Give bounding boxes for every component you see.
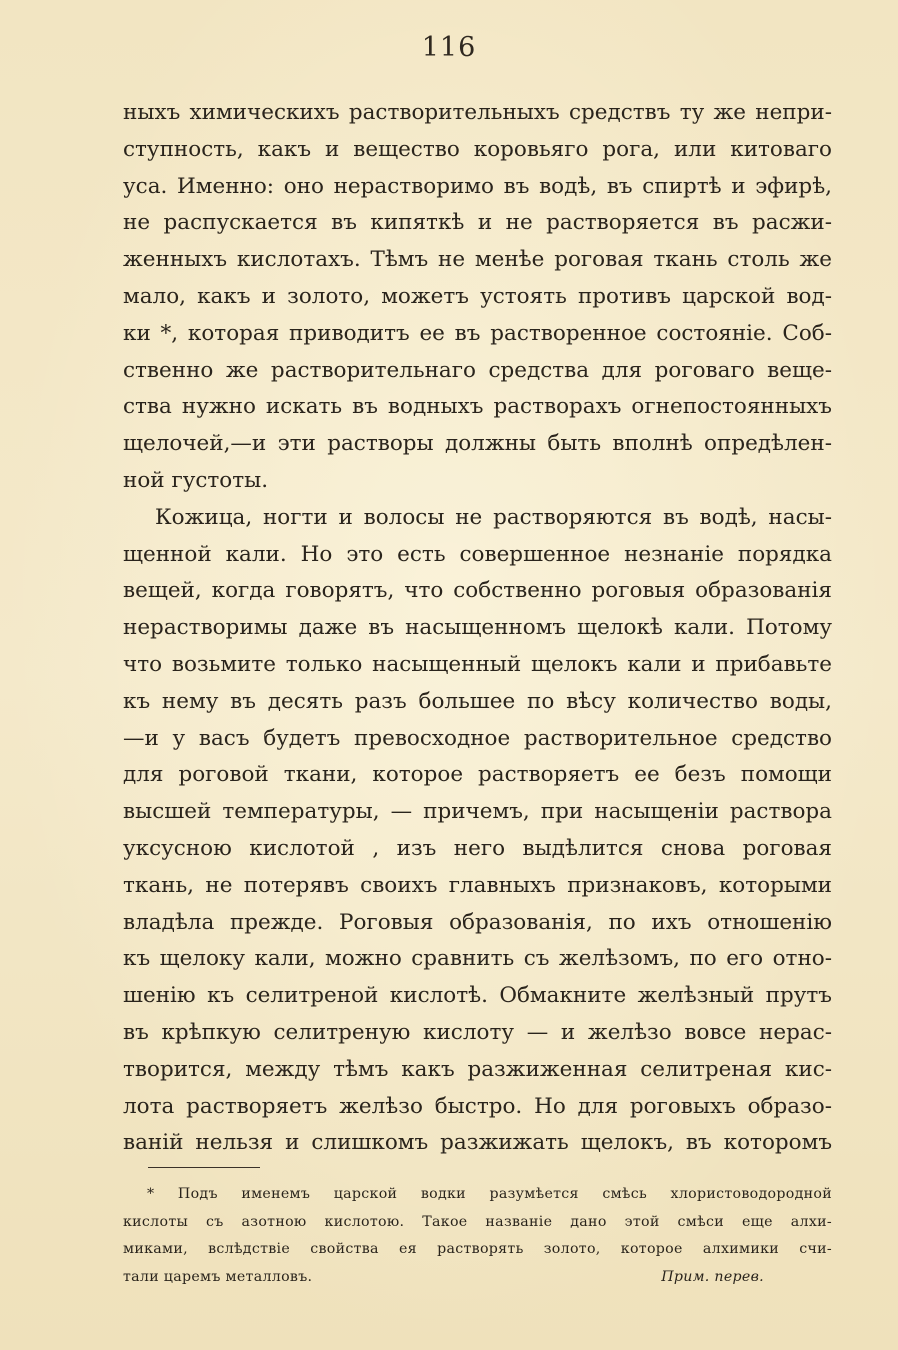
text-line: шенію къ селитреной кислотѣ. Обмакните желѣзный прутъ [123,983,832,1009]
text-line: нерастворимы даже въ насыщенномъ щелокѣ кали. Потому [123,615,832,641]
text-line: для роговой ткани, которое растворяетъ ее безъ помощи [123,762,832,788]
text-line: ки *, которая приводитъ ее въ растворенное состояніе. Соб- [123,320,832,346]
text-line: вещей, когда говорятъ, что собственно роговыя образованія [123,578,832,604]
text-line: ваній нельзя и слишкомъ разжижать щелокъ, въ которомъ [123,1130,832,1156]
text-line: —и у васъ будетъ превосходное растворительное средство [123,725,832,751]
text-line: щенной кали. Но это есть совершенное незнаніе порядка [123,541,832,567]
text-line: уса. Именно: оно нерастворимо въ водѣ, въ спиртѣ и эфирѣ, [123,173,832,199]
text-line: лота растворяетъ желѣзо быстро. Но для роговыхъ образо- [123,1093,832,1119]
text-line: Кожица, ногти и волосы не растворяются въ водѣ, насы- [155,504,832,530]
text-line: къ нему въ десять разъ большее по вѣсу количество воды, [123,688,832,714]
text-line: владѣла прежде. Роговыя образованія, по ихъ отношенію [123,909,832,935]
page-number: 116 [421,32,477,63]
footnote-line: * Подъ именемъ царской водки разумѣется смѣсь хлористоводородной [147,1186,832,1202]
text-line: ной густоты. [123,467,269,493]
text-line: въ крѣпкую селитреную кислоту — и желѣзо вовсе нерас- [123,1019,832,1045]
text-line: ткань, не потерявъ своихъ главныхъ признаковъ, которыми [123,872,832,898]
text-line: къ щелоку кали, можно сравнить съ желѣзомъ, по его отно- [123,946,832,972]
footnote-line: миками, вслѣдствіе свойства ея растворять золото, которое алхимики счи- [123,1241,832,1257]
translator-note: Прим. перев. [661,1268,764,1285]
text-line: женныхъ кислотахъ. Тѣмъ не менѣе роговая ткань столь же [123,247,832,273]
footnote [123,1181,832,1291]
text-line: ныхъ химическихъ растворительныхъ средствъ ту же непри- [123,100,832,125]
text-line: уксусною кислотой , изъ него выдѣлится снова роговая [123,835,832,861]
footnote-line: тали царемъ металловъ. [123,1268,313,1285]
text-line: ства нужно искать въ водныхъ растворахъ огнепостоянныхъ [123,394,832,420]
text-line: ственно же растворительнаго средства для роговаго веще- [123,357,832,383]
text-line: щелочей,—и эти растворы должны быть вполнѣ опредѣлен- [123,431,832,457]
text-line: творится, между тѣмъ какъ разжиженная селитреная кис- [123,1056,832,1082]
text-line: что возьмите только насыщенный щелокъ кали и прибавьте [123,651,832,677]
text-line: высшей температуры, — причемъ, при насыщеніи раствора [123,799,832,825]
text-line: ступность, какъ и вещество коровьяго рога, или китоваго [123,136,832,162]
text-line: мало, какъ и золото, можетъ устоять противъ царской вод- [123,283,832,309]
text-line: не распускается въ кипяткѣ и не растворяется въ расжи- [123,210,832,236]
body-text [123,95,832,1162]
footnote-last-line [123,1264,832,1292]
footnote-divider [148,1167,260,1168]
footnote-line: кислоты съ азотною кислотою. Такое названіе дано этой смѣси еще алхи- [123,1213,832,1230]
